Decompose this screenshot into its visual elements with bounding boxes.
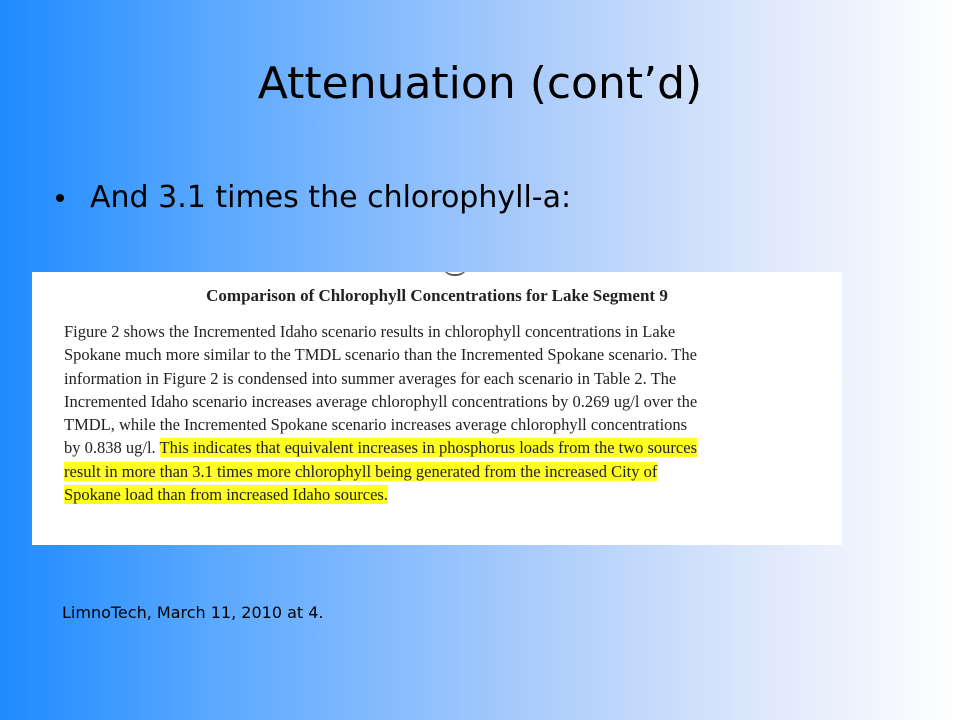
excerpt-line <box>64 436 834 459</box>
slide-title: Attenuation (cont’d) <box>257 58 703 109</box>
excerpt-text: information in Figure 2 is condensed into summer averages for each scenario in Table 2. The <box>64 368 677 388</box>
excerpt-text: TMDL, while the Incremented Spokane scenario increases average chlorophyll concentrations <box>64 415 688 435</box>
excerpt-line <box>64 483 834 506</box>
excerpt-line <box>64 413 834 436</box>
excerpt-text: Spokane much more similar to the TMDL scenario than the Incremented Spokane scenario. The <box>64 345 697 365</box>
document-excerpt-image <box>32 272 842 545</box>
highlighted-text: Spokane load than from increased Idaho sources. <box>64 485 388 505</box>
cropped-glyph-mark <box>442 272 468 276</box>
bullet-text: And 3.1 times the chlorophyll-a: <box>90 180 572 215</box>
excerpt-text: Figure 2 shows the Incremented Idaho scenario results in chlorophyll concentrations in Lake <box>64 322 676 341</box>
excerpt-paragraph <box>64 320 834 506</box>
citation: LimnoTech, March 11, 2010 at 4. <box>62 603 324 622</box>
excerpt-line <box>64 343 834 366</box>
excerpt-text: by 0.838 ug/l. <box>64 438 160 458</box>
excerpt-line <box>64 367 834 390</box>
excerpt-heading: Comparison of Chlorophyll Concentrations for Lake Segment 9 <box>206 286 668 305</box>
highlighted-text: result in more than 3.1 times more chlorophyll being generated from the increased City of <box>64 461 658 481</box>
excerpt-line <box>64 390 834 413</box>
excerpt-line <box>64 320 834 343</box>
bullet-item <box>56 180 571 215</box>
bullet-dot-icon <box>56 194 64 202</box>
excerpt-line <box>64 460 834 483</box>
excerpt-text: Incremented Idaho scenario increases average chlorophyll concentrations by 0.269 ug/l over the <box>64 391 698 411</box>
highlighted-text: This indicates that equivalent increases in phosphorus loads from the two sources <box>159 438 697 458</box>
